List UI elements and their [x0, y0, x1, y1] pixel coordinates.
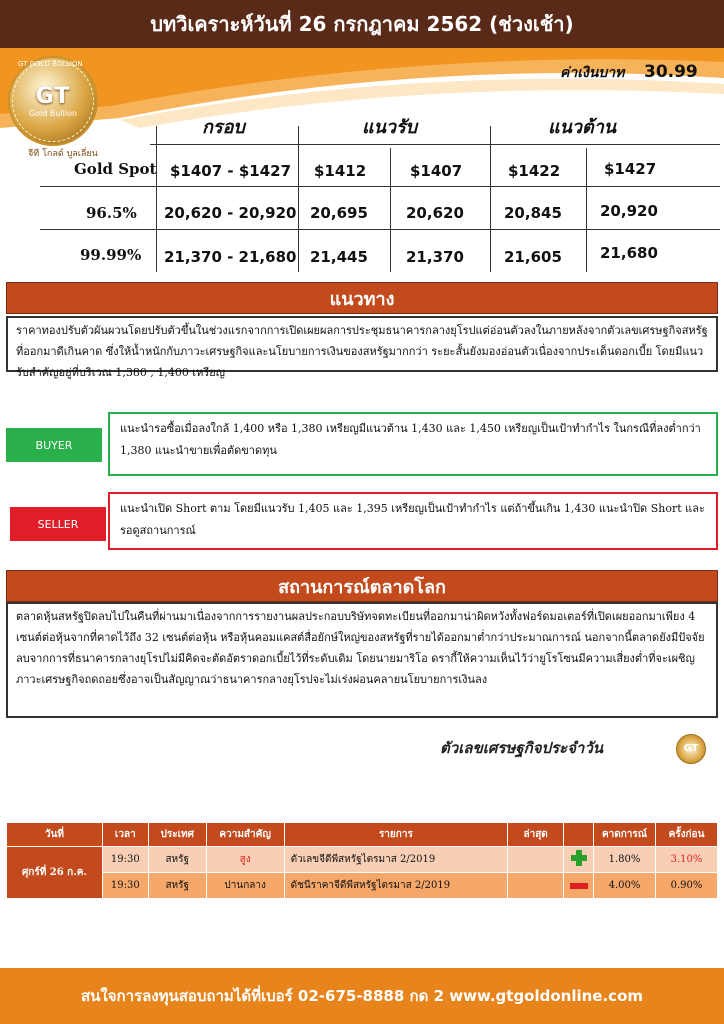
- time-cell: 19:30: [102, 873, 148, 899]
- time-cell: 19:30: [102, 847, 148, 873]
- price-table: [40, 112, 720, 272]
- range-value: 20,620 - 20,920: [164, 204, 297, 222]
- header-support: แนวรับ: [362, 117, 418, 138]
- range-value: 21,370 - 21,680: [164, 248, 297, 266]
- col-trend: [564, 823, 594, 847]
- world-text: ตลาดหุ้นสหรัฐปิดลบไปในคืนที่ผ่านมาเนื่องจากการรายงานผลประกอบบริษัทจดทะเบียนที่ออกมาน่าผิดหวังทั้งฟอร์ดมอเตอร์ที่เปิดเผยออกมาเพียง 4 เซนต์ต่อหุ้นจากที่คาดไว้ถึง 32 เซนต์ต่อหุ้น หรือหุ้นคอมแคสต์สื่อยักษ์ใหญ่ของสหรัฐที่รายได้ออกมาต่ำกว่าประมาณการณ์ นอกจากนี้ตลาดยังมีปัจจัยลบจากการที่ธนาคารกลางยุโรปไม่มีคิดจะตัดอัตราดอกเบี้ยไว้ที่ระดับเดิม โดยนายมาริโอ ดรากี้ให้ความเห็นไว้ว่ายูโรโซนมีความเสี่ยงต่ำที่จะเผชิญภาวะเศรษฐกิจถดถอยซึ่งอาจเป็นสัญญาณว่าธนาคารกลางยุโรปจะไม่เร่งผ่อนคลายนโยบายการเงินลง: [16, 610, 705, 686]
- support-1-value: $1412: [314, 162, 367, 180]
- support-2-value: 20,620: [406, 204, 464, 222]
- support-2-value: 21,370: [406, 248, 464, 266]
- buyer-label: BUYER: [35, 438, 73, 452]
- table-divider: [40, 186, 720, 187]
- header-resistance: แนวต้าน: [548, 117, 617, 138]
- col-country: ประเทศ: [148, 823, 206, 847]
- trend-cell: [564, 847, 594, 873]
- world-title: สถานการณ์ตลาดโลก: [278, 576, 446, 598]
- seller-tag: [10, 507, 106, 541]
- resistance-2-value: $1427: [604, 160, 657, 178]
- logo-subtitle: Gold Bullion: [28, 109, 78, 118]
- date-cell: ศุกร์ที่ 26 ก.ค.: [7, 847, 103, 899]
- guidance-box: [6, 316, 718, 379]
- row-label-9999: 99.99%: [80, 246, 142, 264]
- table-divider: [390, 148, 391, 272]
- world-box: [6, 602, 718, 718]
- table-divider: [490, 126, 491, 272]
- support-2-value: $1407: [410, 162, 463, 180]
- previous-cell: 3.10%: [655, 847, 717, 873]
- resistance-1-value: 20,845: [504, 204, 562, 222]
- footer-bar: [0, 968, 724, 1024]
- col-previous: ครั้งก่อน: [655, 823, 717, 847]
- buyer-note: [108, 412, 718, 476]
- col-latest: ล่าสุด: [508, 823, 564, 847]
- country-cell: สหรัฐ: [148, 873, 206, 899]
- row-label-gold-spot: Gold Spot: [74, 160, 157, 178]
- support-1-value: 20,695: [310, 204, 368, 222]
- page-title: บทวิเคราะห์วันที่ 26 กรกฎาคม 2562 (ช่วงเช้า): [150, 12, 574, 36]
- logo-bottom-text: จีที โกลด์ บูลเลี่ยน: [28, 149, 98, 159]
- econ-calendar-table: [6, 822, 718, 899]
- col-importance: ความสำคัญ: [206, 823, 284, 847]
- table-divider: [150, 144, 720, 145]
- latest-cell: [508, 873, 564, 899]
- latest-cell: [508, 847, 564, 873]
- table-divider: [156, 126, 157, 272]
- table-divider: [40, 229, 720, 230]
- col-time: เวลา: [102, 823, 148, 847]
- seller-label: SELLER: [37, 517, 79, 531]
- exchange-rate-label: ค่าเงินบาท: [560, 65, 625, 81]
- range-value: $1407 - $1427: [170, 162, 292, 180]
- seller-text: แนะนำเปิด Short ตาม โดยมีแนวรับ 1,405 และ 1,395 เหรียญเป็นเป้าทำกำไร แต่ถ้าขึ้นเกิน 1,430 แนะนำปิด Short และรอดูสถานการณ์: [120, 502, 705, 537]
- plus-icon: [571, 850, 587, 866]
- minus-icon: [570, 883, 588, 889]
- exchange-rate: [560, 62, 698, 84]
- importance-cell: ปานกลาง: [206, 873, 284, 899]
- gt-coin-icon: GT: [676, 734, 706, 764]
- table-row: [7, 847, 718, 873]
- row-label-965: 96.5%: [86, 204, 137, 222]
- forecast-cell: 4.00%: [594, 873, 656, 899]
- resistance-1-value: $1422: [508, 162, 561, 180]
- forecast-cell: 1.80%: [594, 847, 656, 873]
- country-cell: สหรัฐ: [148, 847, 206, 873]
- header-bar: [0, 0, 724, 48]
- col-forecast: คาดการณ์: [594, 823, 656, 847]
- guidance-title: แนวทาง: [329, 288, 395, 310]
- resistance-2-value: 21,680: [600, 244, 658, 262]
- exchange-rate-value: 30.99: [643, 62, 698, 82]
- footer-contact[interactable]: สนใจการลงทุนสอบถามได้ที่เบอร์ 02-675-8888 กด 2 www.gtgoldonline.com: [80, 987, 644, 1005]
- resistance-1-value: 21,605: [504, 248, 562, 266]
- buyer-tag: [6, 428, 102, 462]
- table-divider: [586, 148, 587, 272]
- trend-cell: [564, 873, 594, 899]
- header-range: กรอบ: [202, 117, 245, 138]
- econ-title: ตัวเลขเศรษฐกิจประจำวัน: [440, 739, 604, 757]
- item-cell: ตัวเลขจีดีพีสหรัฐไตรมาส 2/2019: [284, 847, 508, 873]
- col-date: วันที่: [7, 823, 103, 847]
- col-item: รายการ: [284, 823, 508, 847]
- logo-arc-text: GT GOLD BULLION: [18, 60, 83, 68]
- importance-cell: สูง: [206, 847, 284, 873]
- guidance-title-bar: [6, 282, 718, 314]
- table-row: [7, 873, 718, 899]
- table-divider: [298, 126, 299, 272]
- support-1-value: 21,445: [310, 248, 368, 266]
- logo-mark: GT: [35, 84, 71, 109]
- item-cell: ดัชนีราคาจีดีพีสหรัฐไตรมาส 2/2019: [284, 873, 508, 899]
- world-title-bar: [6, 570, 718, 602]
- seller-note: [108, 492, 718, 550]
- resistance-2-value: 20,920: [600, 202, 658, 220]
- previous-cell: 0.90%: [655, 873, 717, 899]
- buyer-text: แนะนำรอซื้อเมื่อลงใกล้ 1,400 หรือ 1,380 เหรียญมีแนวต้าน 1,430 และ 1,450 เหรียญเป็นเป้าทำกำไร ในกรณีที่ลงต่ำกว่า 1,380 แนะนำขายเพื่อตัดขาดทุน: [120, 422, 701, 457]
- guidance-text: ราคาทองปรับตัวผันผวนโดยปรับตัวขึ้นในช่วงแรกจากการเปิดเผยผลการประชุมธนาคารกลางยุโรปแต่อ่อนตัวลงในภายหลังจากตัวเลขเศรษฐกิจสหรัฐที่ออกมาดีเกินคาด ซึ่งให้น้ำหนักกับภาวะเศรษฐกิจและนโยบายการเงินของสหรัฐมากกว่า ระยะสั้นยังมองอ่อนตัวเนื่องจากประเด็นดอกเบี้ย โดยมีแนวรับสำคัญอยู่ที่บริเวณ 1,380 , 1,400 เหรียญ: [16, 324, 708, 379]
